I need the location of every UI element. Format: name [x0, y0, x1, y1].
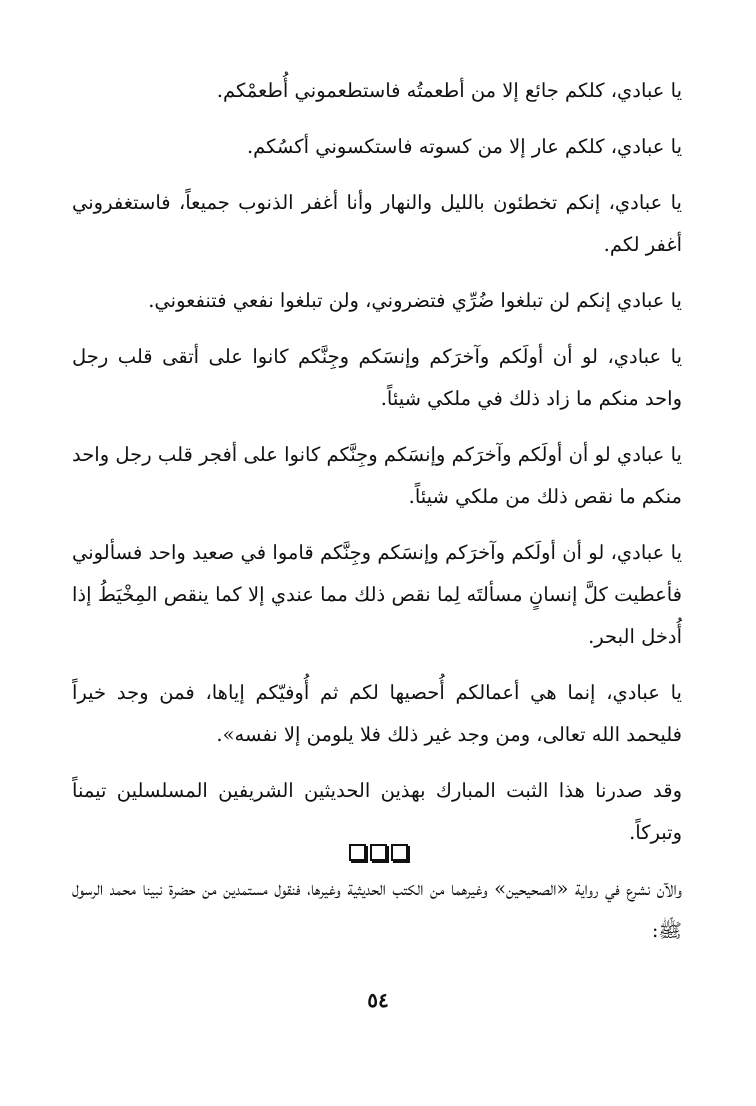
paragraph-2: يا عبادي، كلكم عار إلا من كسوته فاستكسوني أكسُكم. [246, 135, 682, 158]
paragraph-6: يا عبادي لو أن أولَكم وآخرَكم وإنسَكم وجِنَّكم كانوا على أفجر قلب رجل واحد منكم ما نقص ذلك من ملكي شيئاً. [72, 443, 682, 508]
paragraph-1: يا عبادي، كلكم جائع إلا من أطعمتُه فاستطعموني أُطعمْكم. [216, 79, 682, 102]
page-number: ٥٤ [367, 988, 389, 1012]
paragraph-8: يا عبادي، إنما هي أعمالكم أُحصيها لكم ثم أُوفيّكم إياها، فمن وجد خيراً فليحمد الله تعالى، ومن وجد غير ذلك فلا يلومن إلا نفسه». [72, 681, 682, 746]
paragraph-5: يا عبادي، لو أن أولَكم وآخرَكم وإنسَكم وجِنَّكم كانوا على أتقى قلب رجل واحد منكم ما زاد ذلك في ملكي شيئاً. [72, 345, 682, 410]
paragraph-4: يا عبادي إنكم لن تبلغوا ضُرِّي فتضروني، ولن تبلغوا نفعي فتنفعوني. [148, 289, 682, 312]
paragraph-7: يا عبادي، لو أن أولَكم وآخرَكم وإنسَكم وجِنَّكم قاموا في صعيد واحد فسألوني فأعطيت كلَّ إنسانٍ مسألتَه لِما نقص ذلك مما عندي إلا كما ينقص المِخْيَطُ إذا أُدخل البحر. [72, 541, 682, 648]
section-end-ornament [0, 842, 756, 867]
square-ornament-icon [349, 844, 366, 861]
square-ornament-icon [391, 844, 408, 861]
paragraph-10: والآن نشرع في رواية «الصحيحين» وغيرهما من الكتب الحديثية وغيرها، فنقول مستمدين من حضرة نبينا محمد الرسول ﷺ: [72, 877, 682, 942]
square-ornament-icon [370, 844, 387, 861]
paragraph-9: وقد صدرنا هذا الثبت المبارك بهذين الحديثين الشريفين المسلسلين تيمناً وتبركاً. [72, 779, 682, 844]
main-text [72, 70, 682, 966]
paragraph-3: يا عبادي، إنكم تخطئون بالليل والنهار وأنا أغفر الذنوب جميعاً، فاستغفروني أغفر لكم. [72, 191, 682, 256]
